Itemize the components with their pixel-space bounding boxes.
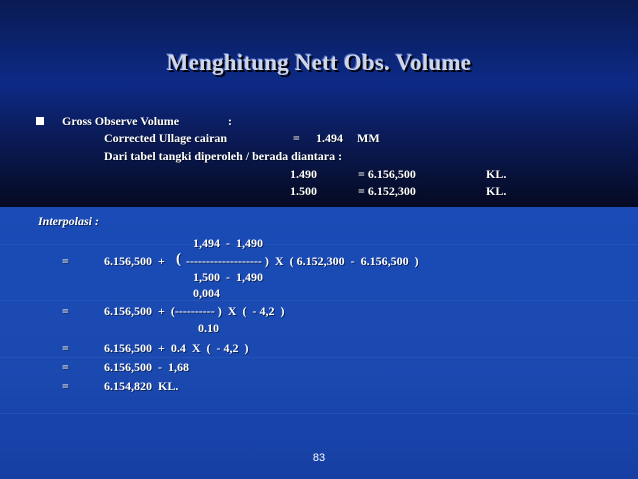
- header-band: [0, 0, 638, 207]
- open-paren: (: [176, 251, 181, 267]
- row-level: 1.490: [290, 167, 317, 181]
- ullage-value: 1.494: [316, 131, 343, 145]
- interpolation-label: Interpolasi :: [38, 214, 100, 228]
- equals-sign: =: [62, 304, 69, 318]
- table-note: Dari tabel tangki diperoleh / berada diantara :: [104, 149, 343, 163]
- equals-sign: =: [62, 341, 69, 355]
- expression-4: 6.156,500 - 1,68: [104, 360, 189, 374]
- equals-sign: =: [62, 360, 69, 374]
- gov-colon: :: [228, 114, 232, 128]
- denominator-2: 0.10: [198, 321, 219, 335]
- row-level: 1.500: [290, 184, 317, 198]
- bullet-square-icon: [36, 117, 44, 125]
- row-value: = 6.152,300: [358, 184, 416, 198]
- expression-1a: 6.156,500 +: [104, 254, 165, 268]
- slide-title: Menghitung Nett Obs. Volume: [166, 50, 472, 75]
- expression-3: 6.156,500 + 0.4 X ( - 4,2 ): [104, 341, 249, 355]
- denominator-1: 1,500 - 1,490: [193, 270, 263, 284]
- divider-line: [0, 244, 638, 245]
- expression-2: 6.156,500 + (---------- ) X ( - 4,2 ): [104, 304, 285, 318]
- equals-sign: =: [62, 254, 69, 268]
- page-number: 83: [312, 452, 326, 464]
- divider-line: [0, 413, 638, 414]
- row-value: = 6.156,500: [358, 167, 416, 181]
- divider-line: [0, 357, 638, 358]
- divider-line: [0, 300, 638, 301]
- expression-1b: ------------------- ) X ( 6.152,300 - 6.156,500 ): [186, 254, 419, 268]
- body-band: [0, 207, 638, 479]
- ullage-equals: =: [293, 131, 300, 145]
- numerator-1: 1,494 - 1,490: [193, 236, 263, 250]
- row-unit: KL.: [486, 184, 507, 198]
- ullage-unit: MM: [357, 131, 380, 145]
- numerator-2: 0,004: [193, 286, 220, 300]
- ullage-label: Corrected Ullage cairan: [104, 131, 228, 145]
- result-expression: 6.154,820 KL.: [104, 379, 179, 393]
- row-unit: KL.: [486, 167, 507, 181]
- equals-sign: =: [62, 379, 69, 393]
- gov-label: Gross Observe Volume: [62, 114, 180, 128]
